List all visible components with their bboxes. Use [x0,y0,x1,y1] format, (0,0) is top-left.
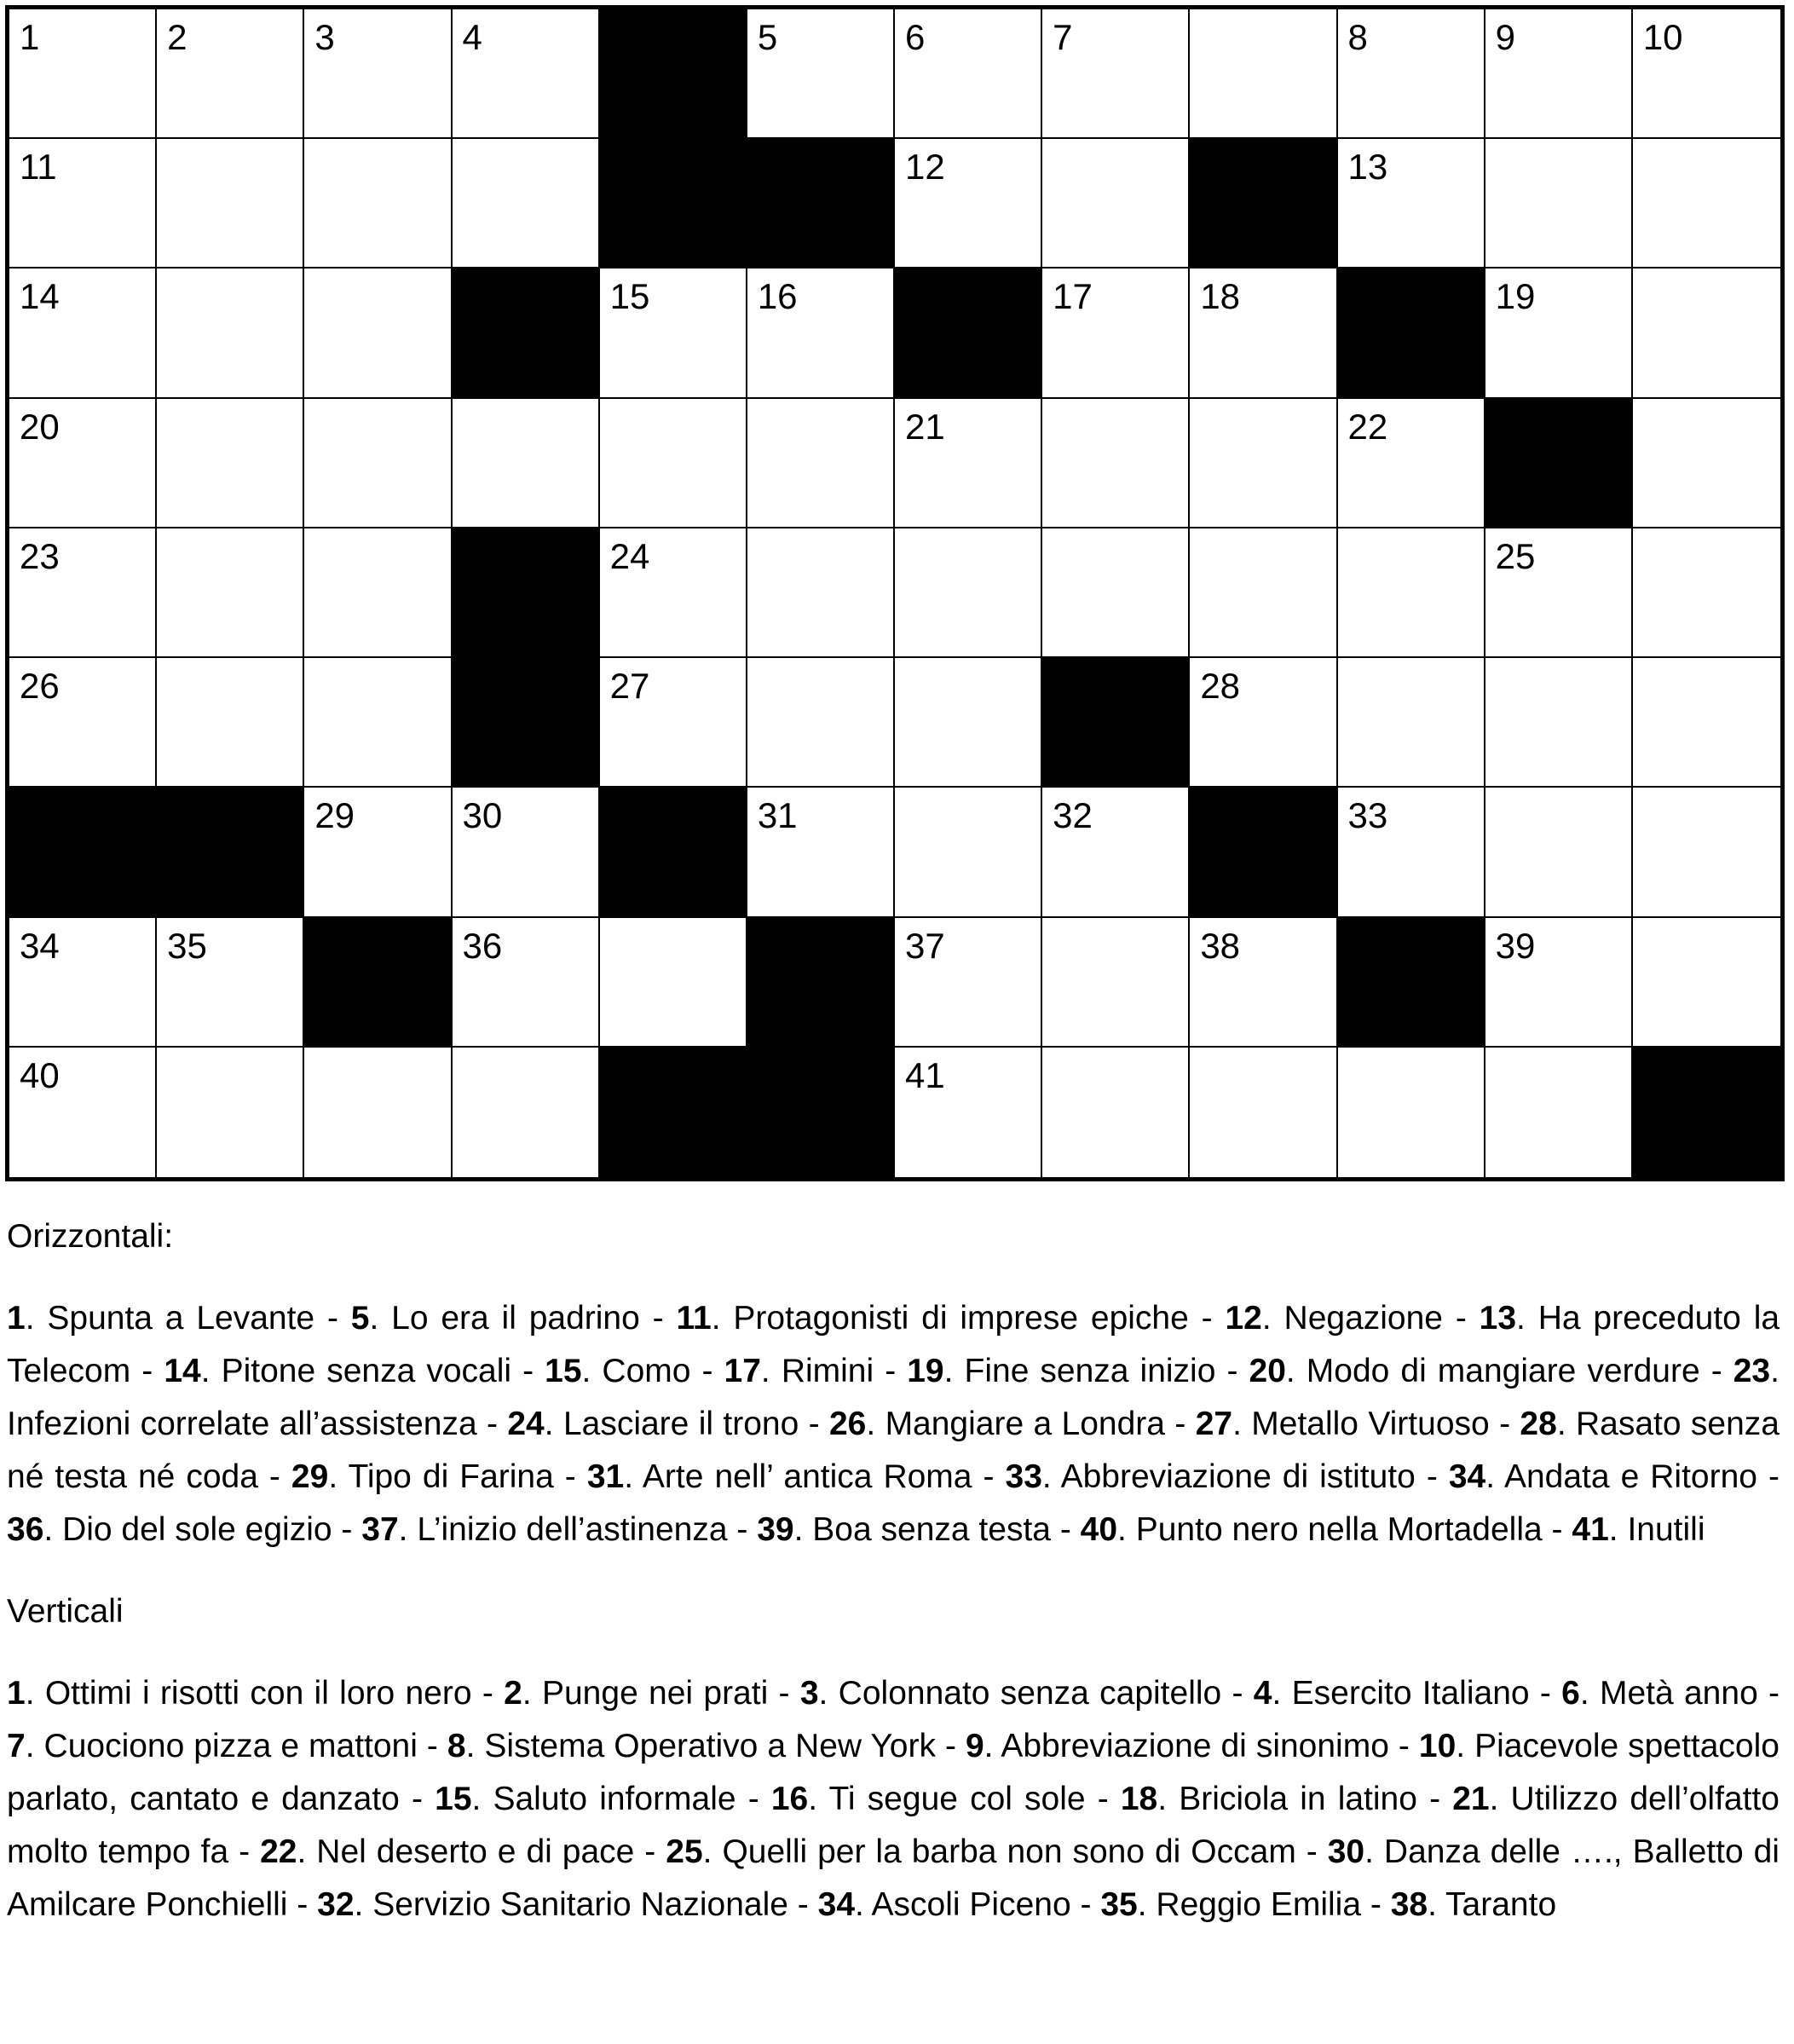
black-cell [1338,268,1485,398]
clue-number: 22 [260,1833,297,1870]
clue-text: Dio del sole egizio [62,1511,332,1548]
grid-cell[interactable] [304,528,452,658]
clue-text: Infezioni correlate all’assistenza [7,1406,477,1442]
grid-cell[interactable] [1190,9,1337,139]
black-cell [600,9,747,139]
grid-cell[interactable] [453,139,600,268]
cell-number: 31 [757,795,798,836]
grid-cell[interactable] [1485,788,1633,917]
grid-cell[interactable] [1633,268,1780,398]
grid-cell[interactable] [304,788,452,917]
clue-text: Negazione [1283,1300,1443,1337]
grid-cell[interactable] [453,399,600,528]
grid-cell[interactable] [895,9,1042,139]
cell-number: 30 [462,795,503,836]
clue-number: 26 [828,1406,867,1442]
cell-number: 12 [905,147,945,188]
grid-cell[interactable] [747,9,895,139]
grid-cell[interactable] [157,918,304,1048]
black-cell [747,1048,895,1177]
black-cell [157,788,304,917]
clue-number: 41 [1572,1511,1609,1548]
clue-text: Briciola in latino [1179,1781,1417,1817]
clue-number: 9 [965,1728,984,1764]
clue-number: 30 [1327,1833,1365,1870]
clue-text: Piacevole spettacolo parlato, cantato e danzato [7,1728,1780,1817]
cell-number: 16 [757,276,798,317]
grid-cell[interactable] [1485,658,1633,788]
clue-text: Metà anno [1600,1675,1758,1712]
grid-cell[interactable] [895,658,1042,788]
grid-cell[interactable] [453,9,600,139]
grid-cell[interactable] [9,139,157,268]
clue-text: Reggio Emilia [1156,1886,1362,1923]
black-cell [1338,918,1485,1048]
grid-cell[interactable] [157,268,304,398]
cell-number: 5 [757,17,778,57]
grid-cell[interactable] [157,528,304,658]
grid-cell[interactable] [1190,399,1337,528]
grid-cell[interactable] [600,399,747,528]
crossword-grid [5,5,1785,1181]
grid-cell[interactable] [1042,528,1190,658]
grid-cell[interactable] [157,139,304,268]
grid-cell[interactable] [1485,918,1633,1048]
grid-cell[interactable] [453,788,600,917]
cell-number: 41 [905,1054,945,1095]
grid-cell[interactable] [1338,788,1485,917]
across-clues: 1. Spunta a Levante - 5. Lo era il padrino - 11. Protagonisti di imprese epiche - 12. Negazione - 13. Ha preceduto la Telecom - 14. Pitone senza vocali - 15. Como - 17. Rimini - 19. Fine senza inizio - 20. Modo di mangiare verdure - 23. Infezioni correlate all’assistenza - 24. Lasciare il trono - 26. Mangiare a Londra - 27. Metallo Virtuoso - 28. Rasato senza né testa né coda - 29. Tipo di Farina - 31. Arte nell’ antica Roma - 33. Abbreviazione di istituto - 34. Andata e Ritorno - 36. Dio del sole egizio - 37. L’inizio dell’astinenza - 39. Boa senza testa - 40. Punto nero nella Mortadella - 41. Inutili [7,1300,1780,1548]
cell-number: 14 [20,276,60,317]
grid-cell[interactable] [1042,9,1190,139]
cell-number: 11 [20,147,57,188]
grid-cell[interactable] [1485,528,1633,658]
clue-number: 5 [350,1300,370,1337]
grid-cell[interactable] [895,918,1042,1048]
grid-cell[interactable] [453,1048,600,1177]
grid-cell[interactable] [1633,788,1780,917]
cell-number: 1 [20,17,40,57]
clue-number: 7 [7,1728,26,1764]
grid-cell[interactable] [1633,658,1780,788]
cell-number: 33 [1347,795,1388,836]
cell-number: 35 [167,925,207,966]
cell-number: 21 [905,406,945,447]
grid-cell[interactable] [9,9,157,139]
grid-cell[interactable] [157,9,304,139]
clue-number: 16 [770,1781,809,1817]
grid-cell[interactable] [895,1048,1042,1177]
clue-number: 21 [1452,1781,1490,1817]
grid-cell[interactable] [304,268,452,398]
clue-number: 6 [1561,1675,1580,1712]
grid-cell[interactable] [1633,9,1780,139]
grid-cell[interactable] [747,788,895,917]
black-cell [895,268,1042,398]
clue-text: Como [602,1353,691,1389]
clue-number: 34 [1448,1458,1486,1495]
cell-number: 9 [1495,17,1516,57]
down-title: Verticali [7,1593,124,1630]
clue-text: Tipo di Farina [348,1458,554,1495]
clue-text: Servizio Sanitario Nazionale [372,1886,788,1923]
grid-cell[interactable] [9,528,157,658]
grid-cell[interactable] [157,658,304,788]
cell-number: 28 [1200,666,1241,707]
grid-cell[interactable] [1190,1048,1337,1177]
clue-number: 13 [1479,1300,1517,1337]
clue-number: 34 [817,1886,856,1923]
black-cell [747,918,895,1048]
grid-cell[interactable] [304,139,452,268]
cell-number: 39 [1495,925,1536,966]
clue-text: Utilizzo dell’olfatto molto tempo fa [7,1781,1780,1870]
cell-number: 34 [20,925,60,966]
clue-number: 33 [1005,1458,1042,1495]
clue-text: Rasato senza né testa né coda [7,1406,1780,1495]
clue-number: 38 [1390,1886,1428,1923]
clue-text: Fine senza inizio [964,1353,1216,1389]
clue-number: 32 [317,1886,355,1923]
grid-cell[interactable] [1633,399,1780,528]
clue-number: 11 [676,1300,712,1337]
grid-cell[interactable] [1485,1048,1633,1177]
grid-cell[interactable] [1485,9,1633,139]
cell-number: 10 [1642,17,1683,57]
grid-cell[interactable] [9,918,157,1048]
cell-number: 17 [1053,276,1093,317]
clue-number: 24 [507,1406,545,1442]
clue-number: 1 [7,1675,26,1712]
clue-text: Mangiare a Londra [885,1406,1165,1442]
cell-number: 8 [1347,17,1368,57]
clue-number: 23 [1733,1353,1771,1389]
black-cell [747,139,895,268]
clue-number: 1 [7,1300,26,1337]
grid-cell[interactable] [304,658,452,788]
clue-number: 36 [7,1511,44,1548]
grid-cell[interactable] [895,528,1042,658]
clue-text: Inutili [1627,1511,1705,1548]
cell-number: 2 [167,17,187,57]
clue-text: Rimini [781,1353,874,1389]
black-cell [453,268,600,398]
clue-number: 17 [724,1353,761,1389]
grid-cell[interactable] [1190,658,1337,788]
clue-text: L’inizio dell’astinenza [417,1511,728,1548]
clue-number: 14 [164,1353,201,1389]
clue-text: Ti segue col sole [828,1781,1086,1817]
clue-number: 29 [291,1458,329,1495]
grid-cell[interactable] [747,658,895,788]
grid-cell[interactable] [600,268,747,398]
black-cell [1190,139,1337,268]
cell-number: 3 [314,17,335,57]
grid-cell[interactable] [453,918,600,1048]
cell-number: 40 [20,1054,60,1095]
grid-cell[interactable] [600,528,747,658]
clue-number: 20 [1249,1353,1286,1389]
black-cell [1042,658,1190,788]
clue-number: 25 [666,1833,703,1870]
cell-number: 37 [905,925,945,966]
cell-number: 24 [609,535,650,576]
grid-cell[interactable] [1633,139,1780,268]
black-cell [9,788,157,917]
clue-text: Taranto [1445,1886,1557,1923]
grid-cell[interactable] [1042,788,1190,917]
clue-text: Cuociono pizza e mattoni [43,1728,418,1764]
cell-number: 19 [1495,276,1536,317]
clue-text: Punge nei prati [541,1675,769,1712]
clue-text: Quelli per la barba non sono di Occam [722,1833,1296,1870]
clue-number: 4 [1253,1675,1272,1712]
grid-cell[interactable] [747,268,895,398]
grid-cell[interactable] [1190,528,1337,658]
clue-text: Abbreviazione di istituto [1060,1458,1416,1495]
grid-cell[interactable] [600,918,747,1048]
clue-number: 35 [1100,1886,1138,1923]
clue-text: Abbreviazione di sinonimo [1001,1728,1389,1764]
grid-cell[interactable] [157,399,304,528]
cell-number: 32 [1053,795,1093,836]
grid-cell[interactable] [157,1048,304,1177]
clue-text: Lasciare il trono [562,1406,799,1442]
grid-cell[interactable] [747,399,895,528]
grid-cell[interactable] [304,9,452,139]
clue-text: Saluto informale [493,1781,736,1817]
grid-cell[interactable] [1190,918,1337,1048]
black-cell [453,658,600,788]
cell-number: 22 [1347,406,1388,447]
clue-number: 15 [435,1781,472,1817]
grid-cell[interactable] [1485,139,1633,268]
grid-cell[interactable] [1338,1048,1485,1177]
clue-text: Lo era il padrino [391,1300,640,1337]
clue-text: Pitone senza vocali [221,1353,512,1389]
cell-number: 7 [1053,17,1073,57]
grid-cell[interactable] [1042,918,1190,1048]
clue-text: Modo di mangiare verdure [1306,1353,1700,1389]
black-cell [600,1048,747,1177]
cell-number: 25 [1495,535,1536,576]
grid-cell[interactable] [1338,658,1485,788]
grid-cell[interactable] [1042,399,1190,528]
black-cell [1190,788,1337,917]
clue-text: Ha preceduto la Telecom [7,1300,1780,1389]
cell-number: 38 [1200,925,1241,966]
clue-number: 39 [757,1511,794,1548]
clue-text: Sistema Operativo a New York [484,1728,936,1764]
clue-number: 19 [907,1353,944,1389]
grid-cell[interactable] [895,139,1042,268]
grid-cell[interactable] [1338,139,1485,268]
clue-number: 8 [447,1728,466,1764]
clue-text: Protagonisti di imprese epiche [733,1300,1189,1337]
grid-cell[interactable] [1190,268,1337,398]
clue-text: Ascoli Piceno [871,1886,1071,1923]
clue-text: Metallo Virtuoso [1251,1406,1490,1442]
grid-cell[interactable] [1338,9,1485,139]
cell-number: 20 [20,406,60,447]
clue-text: Punto nero nella Mortadella [1135,1511,1543,1548]
cell-number: 18 [1200,276,1241,317]
grid-cell[interactable] [895,399,1042,528]
cell-number: 26 [20,666,60,707]
grid-cell[interactable] [1633,918,1780,1048]
grid-cell[interactable] [1485,268,1633,398]
black-cell [453,528,600,658]
down-clues: 1. Ottimi i risotti con il loro nero - 2. Punge nei prati - 3. Colonnato senza capitello - 4. Esercito Italiano - 6. Metà anno - 7. Cuociono pizza e mattoni - 8. Sistema Operativo a New York - 9. Abbreviazione di sinonimo - 10. Piacevole spettacolo parlato, cantato e danzato - 15. Saluto informale - 16. Ti segue col sole - 18. Briciola in latino - 21. Utilizzo dell’olfatto molto tempo fa - 22. Nel deserto e di pace - 25. Quelli per la barba non sono di Occam - 30. Danza delle …., Balletto di Amilcare Ponchielli - 32. Servizio Sanitario Nazionale - 34. Ascoli Piceno - 35. Reggio Emilia - 38. Taranto [7,1675,1780,1923]
clue-number: 12 [1225,1300,1262,1337]
clue-number: 18 [1120,1781,1158,1817]
clue-text: Arte nell’ antica Roma [642,1458,972,1495]
grid-cell[interactable] [9,268,157,398]
across-title: Orizzontali: [7,1218,174,1255]
clue-number: 10 [1418,1728,1457,1764]
cell-number: 29 [314,795,355,836]
grid-cell[interactable] [1042,1048,1190,1177]
grid-cell[interactable] [9,1048,157,1177]
clue-text: Nel deserto e di pace [316,1833,635,1870]
clue-number: 37 [361,1511,399,1548]
black-cell [1633,1048,1780,1177]
clue-number: 15 [545,1353,582,1389]
grid-cell[interactable] [9,399,157,528]
grid-cell[interactable] [1042,139,1190,268]
clue-text: Colonnato senza capitello [838,1675,1222,1712]
clue-text: Ottimi i risotti con il loro nero [44,1675,472,1712]
clue-text: Spunta a Levante [47,1300,315,1337]
grid-cell[interactable] [1633,528,1780,658]
black-cell [304,918,452,1048]
clue-number: 28 [1520,1406,1557,1442]
cell-number: 6 [905,17,926,57]
grid-cell[interactable] [747,528,895,658]
cell-number: 4 [462,17,482,57]
clue-text: Boa senza testa [812,1511,1051,1548]
black-cell [600,139,747,268]
grid-cell[interactable] [1042,268,1190,398]
cell-number: 36 [462,925,503,966]
grid-cell[interactable] [895,788,1042,917]
clue-text: Andata e Ritorno [1503,1458,1757,1495]
grid-cell[interactable] [1338,528,1485,658]
clue-text: Esercito Italiano [1291,1675,1530,1712]
cell-number: 15 [609,276,650,317]
cell-number: 13 [1347,147,1388,188]
black-cell [1485,399,1633,528]
clues-section [7,1210,1780,1960]
clue-number: 40 [1080,1511,1118,1548]
clue-number: 31 [586,1458,625,1495]
grid-cell[interactable] [304,399,452,528]
clue-number: 2 [504,1675,522,1712]
grid-cell[interactable] [9,658,157,788]
clue-text: Danza delle …., Balletto di Amilcare Ponchielli [7,1833,1780,1923]
clue-number: 27 [1195,1406,1233,1442]
black-cell [600,788,747,917]
grid-cell[interactable] [600,658,747,788]
grid-cell[interactable] [304,1048,452,1177]
cell-number: 23 [20,535,60,576]
clue-number: 3 [799,1675,819,1712]
grid-cell[interactable] [1338,399,1485,528]
cell-number: 27 [609,666,650,707]
